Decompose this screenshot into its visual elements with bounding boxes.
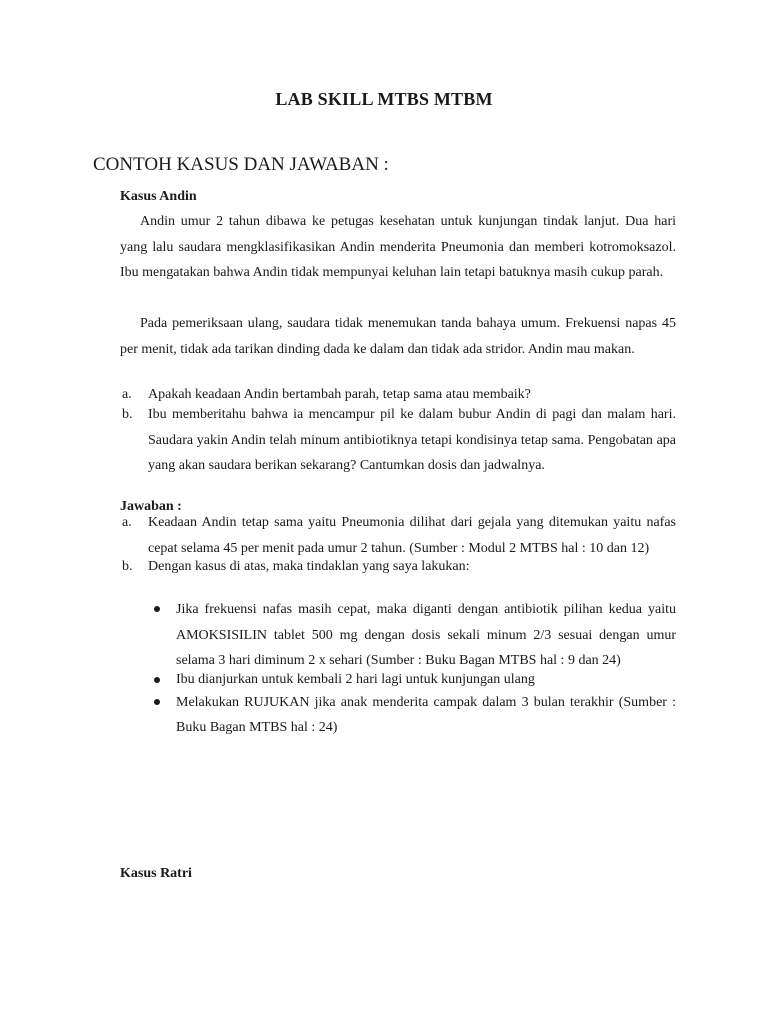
list-marker: a.: [122, 387, 132, 402]
answer-text: Keadaan Andin tetap sama yaitu Pneumonia dilihat dari gejala yang ditemukan yaitu nafas cepat selama 45 per menit pada umur 2 tahun. (Sumber : Modul 2 MTBS hal : 10 dan 12): [148, 515, 676, 556]
bullet-text: Jika frekuensi nafas masih cepat, maka diganti dengan antibiotik pilihan kedua yaitu AMOKSISILIN tablet 500 mg dengan dosis sekali minum 2/3 sesuai dengan umur selama 3 hari diminum 2 x sehari (Sumber : Buku Bagan MTBS hal : 9 dan 24): [176, 602, 676, 668]
case-paragraph-1: Andin umur 2 tahun dibawa ke petugas kesehatan untuk kunjungan tindak lanjut. Dua hari yang lalu saudara mengklasifikasikan Andin menderita Pneumonia dan memberi kotromoksazol. Ibu mengatakan bahwa Andin tidak mempunyai keluhan lain tetapi batuknya masih cukup parah.: [120, 214, 676, 280]
bullet-text: Melakukan RUJUKAN jika anak menderita campak dalam 3 bulan terakhir (Sumber : Buku Bagan MTBS hal : 24): [176, 694, 676, 735]
question-item: [120, 402, 676, 479]
bullet-dot-icon: [154, 677, 160, 683]
bullet-text: Ibu dianjurkan untuk kembali 2 hari lagi untuk kunjungan ulang: [176, 671, 535, 687]
bullet-dot-icon: [154, 606, 160, 612]
bullet-list: [148, 597, 676, 741]
bullet-item: [148, 670, 676, 690]
case-title-andin: Kasus Andin: [120, 189, 197, 204]
case-paragraph-2: Pada pemeriksaan ulang, saudara tidak menemukan tanda bahaya umum. Frekuensi napas 45 per menit, tidak ada tarikan dinding dada ke dalam dan tidak ada stridor. Andin mau makan.: [120, 316, 676, 357]
section-heading: CONTOH KASUS DAN JAWABAN :: [93, 154, 389, 175]
answer-list: [120, 510, 676, 577]
answer-item: [120, 557, 676, 577]
answer-text: Dengan kasus di atas, maka tindaklan yang saya lakukan:: [148, 559, 470, 574]
answer-item: [120, 510, 676, 561]
list-marker: a.: [122, 515, 132, 530]
question-text: Apakah keadaan Andin bertambah parah, tetap sama atau membaik?: [148, 387, 531, 402]
answer-label: Jawaban :: [120, 499, 182, 514]
question-list: [120, 385, 676, 479]
question-text: Ibu memberitahu bahwa ia mencampur pil ke dalam bubur Andin di pagi dan malam hari. Saudara yakin Andin telah minum antibiotiknya tetapi kondisinya tetap sama. Pengobatan apa yang akan saudara berikan sekarang? Cantumkan dosis dan jadwalnya.: [148, 407, 676, 473]
bullet-item: [148, 690, 676, 741]
document-title: LAB SKILL MTBS MTBM: [275, 89, 493, 109]
bullet-dot-icon: [154, 699, 160, 705]
list-marker: b.: [122, 559, 133, 574]
bullet-item: [148, 597, 676, 674]
list-marker: b.: [122, 407, 133, 422]
case-title-ratri: Kasus Ratri: [120, 866, 192, 881]
